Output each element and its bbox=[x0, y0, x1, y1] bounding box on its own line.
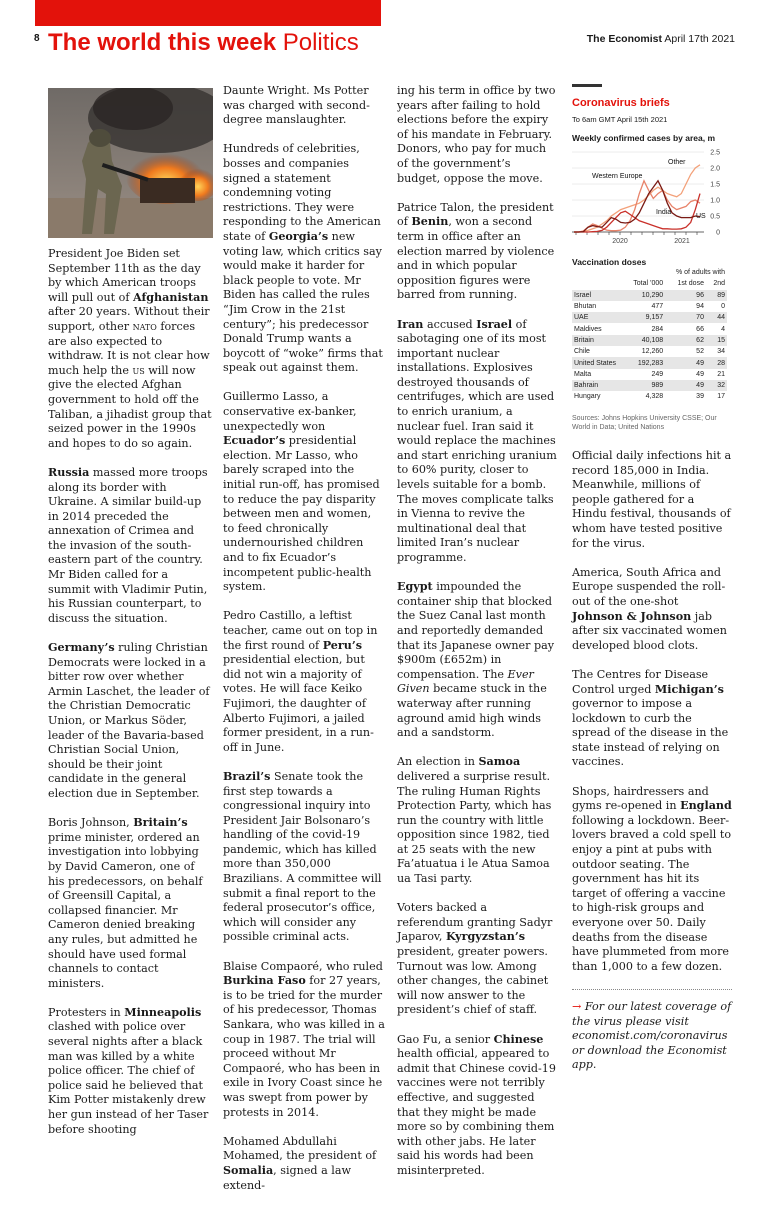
text: of sabotaging one of its most important nuclear installations. Explosives destroyed thousands of centrifuges, which are used to enrich uranium, a nuclear fuel. Iran said it would replace the machines and start enriching uranium to 60% purity, closer to levels suitable for a bomb. The moves complicate talks in Vienna to revive the multinational deal that limited Iran’s nuclear programme. bbox=[397, 317, 557, 564]
coronavirus-briefs bbox=[572, 84, 732, 439]
text: for 27 years, is to be tried for the murder of his predecessor, Thomas Sankara, who was killed in a coup in 1987. The trial will proceed without Mr Compaoré, who has been in exile in Ivory Coast since he was swept from power by protests in 2014. bbox=[223, 974, 385, 1119]
place-bold: Samoa bbox=[478, 755, 521, 769]
place-bold: Johnson & Johnson bbox=[572, 609, 692, 623]
y-tick-label: 1.0 bbox=[710, 197, 720, 205]
vaccination-row bbox=[572, 357, 727, 368]
cell-total: 40,108 bbox=[626, 335, 666, 346]
place-bold: Michigan’s bbox=[654, 682, 724, 696]
series-label: India bbox=[656, 209, 672, 216]
text: delivered a surprise result. The ruling Human Rights Protection Party, which has run the country with little opposition since 1982, tied at 25 seats with the new Fa’atuatua i le Atua Samoa ua Tasi party. bbox=[397, 769, 552, 886]
cell-first: 39 bbox=[696, 393, 704, 401]
text: Gao Fu, a senior bbox=[397, 1032, 494, 1046]
cell-total: 989 bbox=[626, 380, 666, 391]
text: health official, appeared to admit that Chinese covid-19 vaccines were not terribly effective, and suggested that they might be made more so by combining them with other jabs. He later said his words had been misinterpreted. bbox=[397, 1047, 556, 1177]
text: impounded the container ship that blocked the Suez Canal last month and reportedly demanded that its Japanese owner pay $900m (£652m) in compensation. The bbox=[397, 580, 555, 681]
cell-total: 10,290 bbox=[626, 290, 666, 301]
cell-country: Israel bbox=[572, 290, 626, 301]
vaccination-table bbox=[572, 257, 732, 403]
minneapolis-item bbox=[48, 1006, 213, 1137]
column-4 bbox=[572, 449, 732, 1088]
place-bold: Burkina Faso bbox=[223, 974, 306, 988]
chart-title: Weekly confirmed cases by area, m bbox=[572, 133, 716, 143]
vaccination-row bbox=[572, 369, 727, 380]
title-section: Politics bbox=[282, 29, 359, 56]
vaccination-row bbox=[572, 335, 727, 346]
cell-first: 62 bbox=[665, 335, 706, 346]
page-number: 8 bbox=[34, 33, 40, 44]
text: nato bbox=[132, 319, 157, 333]
place-bold: Germany’s bbox=[48, 641, 115, 655]
place-bold: Peru’s bbox=[322, 638, 363, 652]
russia-item bbox=[48, 466, 213, 627]
place-bold: Benin bbox=[411, 215, 449, 229]
ecuador-item bbox=[223, 390, 385, 594]
cell-country: Malta bbox=[574, 370, 592, 378]
text: jab after six vaccinated women developed blood clots. bbox=[572, 609, 727, 652]
briefs-title: Coronavirus briefs bbox=[572, 97, 670, 109]
vaccination-grid bbox=[572, 267, 727, 403]
place-bold: Minneapolis bbox=[124, 1005, 202, 1019]
text: Shops, hairdressers and gyms re-opened in bbox=[572, 784, 709, 813]
wright-item: Daunte Wright. Ms Potter was charged with second-degree manslaughter. bbox=[223, 84, 370, 127]
col-head-blank bbox=[572, 267, 626, 278]
place-bold: Egypt bbox=[397, 580, 433, 594]
col-head-blank bbox=[572, 278, 626, 289]
masthead-date: April 17th 2021 bbox=[664, 33, 735, 45]
cell-country: Bahrain bbox=[572, 380, 626, 391]
text: governor to impose a lockdown to curb the spread of the disease in the state instead of relying on vaccines. bbox=[572, 697, 729, 769]
x-tick-label: 2020 bbox=[612, 238, 628, 245]
cell-first: 94 bbox=[696, 303, 704, 311]
place-bold: Georgia’s bbox=[268, 229, 329, 243]
georgia-item bbox=[223, 142, 385, 376]
place-bold: Russia bbox=[48, 465, 90, 479]
y-tick-label: 1.5 bbox=[710, 181, 720, 189]
place-bold: Israel bbox=[476, 317, 513, 331]
text: prime minister, ordered an investigation into lobbying by David Cameron, one of his predecessors, on behalf of Greensill Capital, a collapsed financier. Mr Cameron denied breaking any rules, but admitted he should have used formal channels to contact ministers. bbox=[48, 830, 203, 990]
x-tick-label: 2021 bbox=[674, 238, 690, 245]
peru-item bbox=[223, 609, 385, 755]
text: Protesters in bbox=[48, 1005, 125, 1019]
arrow-icon: → bbox=[572, 999, 582, 1013]
text: America, South Africa and Europe suspended the roll-out of the one-shot bbox=[572, 565, 726, 608]
vaccination-row bbox=[572, 312, 727, 323]
text: Voters backed a referendum granting Sadyr Japarov, bbox=[397, 901, 553, 944]
cell-second: 17 bbox=[717, 393, 725, 401]
place-bold: Chinese bbox=[493, 1032, 544, 1046]
text: new voting law, which critics say would make it harder for black people to vote. Mr Biden has called the rules “Jim Crow in the 21st century”; his predecessor Donald Trump wants a boycott of “woke” firms that speak out against them. bbox=[223, 229, 383, 375]
michigan-item bbox=[572, 668, 732, 770]
text: , won a second term in office after an election marred by violence and in which popular opposition figures were barred from running. bbox=[397, 215, 555, 302]
england-item bbox=[572, 785, 732, 975]
red-header-bar bbox=[35, 0, 381, 26]
series-line bbox=[574, 181, 700, 232]
text: massed more troops along its border with Ukraine. A similar build-up in 2014 preceded the annexation of Crimea and the invasion of the south-eastern part of the country. Mr Biden called for a summit with Vladimir Putin, his Russian counterpart, to discuss the situation. bbox=[48, 465, 208, 625]
text: president, greater powers. Turnout was low. Among other changes, the cabinet will now answer to the president’s chief of staff. bbox=[397, 945, 549, 1017]
somalia-cont: ing his term in office by two years after failing to hold elections before the expiry of his mandate in February. Donors, who pay for much of the government’s budget, oppose the move. bbox=[397, 84, 556, 185]
cell-second: 44 bbox=[706, 312, 727, 323]
divider bbox=[572, 989, 732, 990]
masthead-name: The Economist bbox=[586, 33, 663, 45]
text: Senate took the first step towards a congressional inquiry into President Jair Bolsonaro’s handling of the covid-19 pandemic, which has killed more than 350,000 Brazilians. A committee will submit a final report to the federal prosecutor’s office, which will consider any possible criminal acts. bbox=[223, 769, 382, 944]
text: The Centres for Disease Control urged bbox=[572, 667, 709, 696]
page-title bbox=[48, 28, 359, 58]
place-bold: Britain’s bbox=[133, 816, 188, 830]
column-2 bbox=[223, 84, 385, 1208]
text: following a lockdown. Beer-lovers braved a cold spell to enjoy a pint at pubs with outdoor seating. The government has hit its target of offering a vaccine to high-risk groups and everyone over 50. Daily deaths from the disease have plummeted from more than 1,000 to a few dozen. bbox=[572, 813, 732, 973]
cell-second: 32 bbox=[706, 380, 727, 391]
egypt-item bbox=[397, 580, 557, 741]
cell-total: 284 bbox=[651, 325, 664, 333]
jj-item bbox=[572, 566, 732, 654]
cell-second: 0 bbox=[721, 303, 725, 311]
text: An election in bbox=[397, 755, 479, 769]
col-head-total: Total ’000 bbox=[633, 280, 664, 288]
column-1 bbox=[48, 247, 213, 1152]
vaccination-row bbox=[572, 346, 727, 357]
briefs-date: To 6am GMT April 15th 2021 bbox=[572, 115, 668, 124]
text: became stuck in the waterway after running aground amid high winds and a sandstorm. bbox=[397, 682, 547, 740]
place-bold: Somalia bbox=[223, 1163, 274, 1177]
text: President Joe Biden set September 11th as the day by which American troops will pull out of bbox=[48, 247, 201, 304]
cell-first: 70 bbox=[665, 312, 706, 323]
masthead bbox=[587, 33, 735, 45]
somalia-item bbox=[223, 1135, 385, 1193]
germany-item bbox=[48, 641, 213, 802]
cell-country: UAE bbox=[572, 312, 626, 323]
place-bold: Iran bbox=[397, 317, 424, 331]
chart-sources: Sources: Johns Hopkins University CSSE; Our World in Data; United Nations bbox=[572, 415, 717, 431]
y-tick-label: 2.5 bbox=[710, 149, 720, 157]
vaccination-row bbox=[572, 301, 727, 312]
soldier-photo bbox=[48, 88, 213, 238]
iran-item bbox=[397, 318, 557, 566]
text: Boris Johnson, bbox=[48, 816, 134, 830]
vaccination-title: Vaccination doses bbox=[572, 257, 647, 267]
text: accused bbox=[423, 317, 477, 331]
cell-first: 66 bbox=[696, 325, 704, 333]
text: presidential election, but did not win a majority of votes. He will face Keiko Fujimori, the daughter of Alberto Fujimori, a jailed former president, in a run-off in June. bbox=[223, 653, 374, 754]
cell-total: 249 bbox=[651, 370, 664, 378]
text: after 20 years. Without their support, other bbox=[48, 305, 210, 333]
series-label: US bbox=[696, 213, 706, 220]
text: , signed a law extend- bbox=[223, 1163, 352, 1192]
cell-second: 89 bbox=[706, 290, 727, 301]
afghanistan-item bbox=[48, 247, 213, 451]
text: clashed with police over several nights after a black man was killed by a white police officer. The chief of police said he believed that Kim Potter mistakenly drew her gun instead of her Taser before shooting bbox=[48, 1020, 209, 1136]
cell-second: 28 bbox=[706, 357, 727, 368]
cell-second: 4 bbox=[721, 325, 725, 333]
cell-total: 4,328 bbox=[645, 393, 664, 401]
cell-second: 21 bbox=[717, 370, 725, 378]
text: us bbox=[132, 363, 145, 377]
cases-chart bbox=[572, 146, 732, 246]
text: ruling Christian Democrats were locked in a bitter row over whether Armin Laschet, the leader of the Christian Democratic Union, or Markus Söder, leader of the Bavaria-based Christian Social Union, should be their joint candidate in the general election due in September. bbox=[48, 641, 210, 800]
cell-country: Hungary bbox=[574, 393, 601, 401]
cell-country: Bhutan bbox=[574, 303, 597, 311]
place-bold: Afghanistan bbox=[133, 290, 209, 304]
text: forces are also expected to withdraw. It is not clear how much help the bbox=[48, 319, 210, 377]
cell-total: 192,283 bbox=[626, 357, 666, 368]
ship-name: Ever Given bbox=[397, 667, 534, 696]
cell-second: 15 bbox=[706, 335, 727, 346]
series-label: Western Europe bbox=[592, 173, 643, 180]
cell-first: 49 bbox=[665, 357, 706, 368]
series-label: Other bbox=[668, 159, 686, 166]
burkina-item bbox=[223, 960, 385, 1121]
place-bold: England bbox=[680, 799, 732, 813]
cell-total: 477 bbox=[651, 303, 664, 311]
cell-total: 9,157 bbox=[626, 312, 666, 323]
text: Guillermo Lasso, a conservative ex-banker, unexpectedly won bbox=[223, 390, 357, 433]
cell-first: 49 bbox=[696, 370, 704, 378]
place-bold: Kyrgyzstan’s bbox=[445, 930, 525, 944]
benin-item bbox=[397, 201, 557, 303]
text: For our latest coverage of the virus please visit economist.com/coronavirus or download the Economist app. bbox=[572, 999, 732, 1072]
y-tick-label: 0 bbox=[716, 229, 720, 237]
text: Pedro Castillo, a leftist teacher, came out on top in the first round of bbox=[223, 609, 378, 652]
britain-item bbox=[48, 816, 213, 991]
brazil-item bbox=[223, 770, 385, 945]
text: Patrice Talon, the president of bbox=[397, 200, 554, 229]
col-head-pct: % of adults with bbox=[675, 269, 725, 277]
text: presidential election. Mr Lasso, who barely scraped into the initial run-off, has promised to reduce the pay disparity between men and women, to feed chronically undernourished children and to fix Ecuador’s incompetent public-health system. bbox=[223, 434, 380, 594]
col-head-1st: 1st dose bbox=[677, 280, 704, 288]
vaccination-row bbox=[572, 391, 727, 402]
column-3 bbox=[397, 84, 557, 1193]
col-head-2nd: 2nd bbox=[713, 280, 725, 288]
title-main: The world this week bbox=[48, 29, 277, 56]
place-bold: Ecuador’s bbox=[223, 434, 286, 448]
coverage-link[interactable] bbox=[572, 1000, 732, 1073]
cell-country: Maldives bbox=[574, 325, 602, 333]
cell-second: 34 bbox=[717, 348, 725, 356]
vaccination-row bbox=[572, 290, 727, 301]
kyrgyzstan-item bbox=[397, 901, 557, 1018]
briefs-rule bbox=[572, 84, 602, 87]
cell-country: United States bbox=[572, 357, 626, 368]
text: Blaise Compaoré, who ruled bbox=[223, 959, 383, 973]
cell-country: Britain bbox=[572, 335, 626, 346]
place-bold: Brazil’s bbox=[223, 769, 271, 783]
cell-first: 96 bbox=[665, 290, 706, 301]
y-tick-label: 0.5 bbox=[710, 213, 720, 221]
india-item: Official daily infections hit a record 185,000 in India. Meanwhile, millions of people gathered for a Hindu festival, thousands of whom have tested positive for the virus. bbox=[572, 449, 732, 550]
china-item bbox=[397, 1033, 557, 1179]
cell-country: Chile bbox=[574, 348, 590, 356]
y-tick-label: 2.0 bbox=[710, 165, 720, 173]
vaccination-row bbox=[572, 380, 727, 391]
text: Hundreds of celebrities, bosses and companies signed a statement condemning voting restrictions. They were responding to the American state of bbox=[223, 142, 381, 243]
text: Mohamed Abdullahi Mohamed, the president of bbox=[223, 1134, 377, 1163]
cell-total: 12,260 bbox=[641, 348, 664, 356]
cell-first: 49 bbox=[665, 380, 706, 391]
vaccination-row bbox=[572, 323, 727, 334]
samoa-item bbox=[397, 755, 557, 886]
text: will now give the elected Afghan government to hold off the Taliban, a jihadist group that seized power in the 1990s and hopes to do so again. bbox=[48, 363, 212, 450]
cell-first: 52 bbox=[696, 348, 704, 356]
col-head-total bbox=[626, 267, 666, 278]
